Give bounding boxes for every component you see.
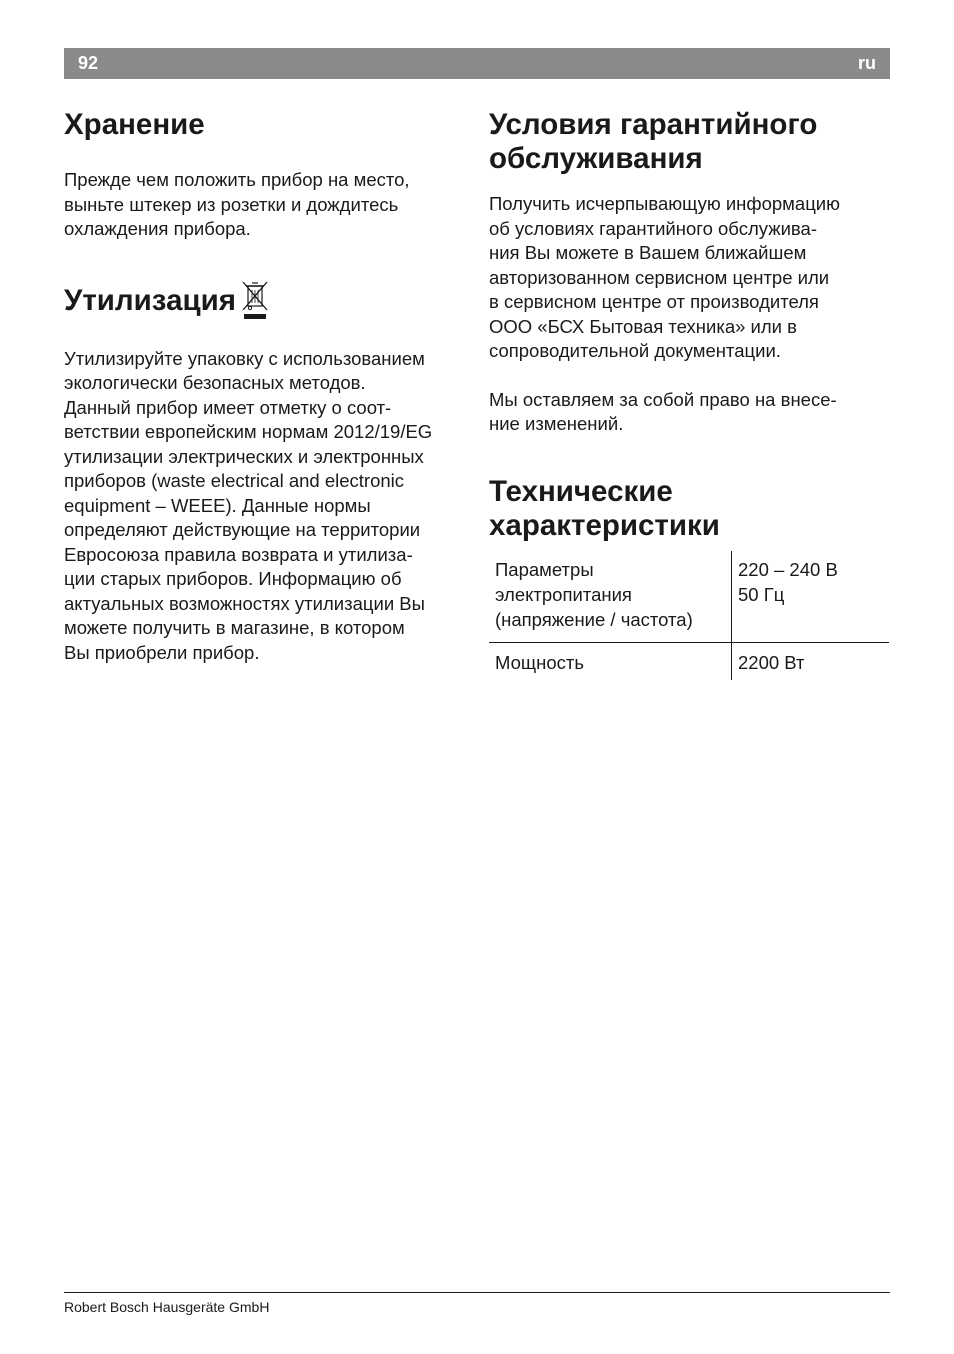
text-line: ООО «БСХ Бытовая техника» или в bbox=[489, 315, 797, 337]
text-line: авторизованном сервисном центре или bbox=[489, 266, 830, 288]
text-line: утилизации электрических и электронных bbox=[64, 445, 424, 467]
title-line: Условия гарантийного bbox=[489, 108, 818, 141]
text-line: об условиях гарантийного обслужива- bbox=[489, 217, 817, 239]
specs-title bbox=[489, 475, 889, 543]
table-row bbox=[489, 551, 889, 643]
disposal-section bbox=[64, 280, 469, 666]
changes-notice bbox=[489, 388, 889, 437]
text-line: Прежде чем положить прибор на место, bbox=[64, 169, 410, 190]
text-line: Мы оставляем за собой право на внесе- bbox=[489, 388, 837, 410]
text-line: охлаждения прибора. bbox=[64, 218, 251, 239]
specs-table bbox=[489, 551, 889, 680]
text-line: приборов (waste electrical and electronic bbox=[64, 470, 405, 491]
warranty-title bbox=[489, 108, 889, 176]
disposal-title: Утилизация bbox=[64, 283, 236, 317]
text-line: Утилизируйте упаковку с использованием bbox=[64, 347, 425, 369]
text-line: ния Вы можете в Вашем ближайшем bbox=[489, 242, 807, 263]
spec-label bbox=[489, 642, 732, 680]
text-line: ветствии европейским нормам 2012/19/EG bbox=[64, 421, 433, 442]
crossed-out-wheelie-bin-icon bbox=[240, 280, 270, 328]
footer-company: Robert Bosch Hausgeräte GmbH bbox=[64, 1299, 270, 1315]
disposal-text bbox=[64, 347, 469, 666]
spec-value bbox=[732, 642, 890, 680]
warranty-text bbox=[489, 192, 889, 364]
page-number: 92 bbox=[78, 53, 99, 73]
title-line: обслуживания bbox=[489, 142, 703, 175]
storage-title: Хранение bbox=[64, 108, 205, 141]
cell-line: электропитания bbox=[495, 583, 632, 605]
cell-line: 50 Гц bbox=[738, 583, 785, 605]
header-bar bbox=[64, 48, 890, 79]
storage-section bbox=[64, 108, 469, 242]
title-line: характеристики bbox=[489, 508, 720, 542]
spec-value bbox=[732, 551, 890, 643]
text-line: equipment – WEEE). Данные нормы bbox=[64, 494, 371, 516]
storage-text bbox=[64, 168, 469, 242]
warranty-section bbox=[489, 108, 889, 437]
cell-line: (напряжение / частота) bbox=[495, 608, 693, 630]
text-line: Получить исчерпывающую информацию bbox=[489, 193, 840, 214]
text-line: актуальных возможностях утилизации Вы bbox=[64, 592, 425, 614]
text-line: Вы приобрели прибор. bbox=[64, 641, 260, 663]
cell-line: Параметры bbox=[495, 558, 594, 580]
text-line: Данный прибор имеет отметку о соот- bbox=[64, 396, 392, 418]
text-line: можете получить в магазине, в котором bbox=[64, 617, 405, 638]
text-line: ции старых приборов. Информацию об bbox=[64, 568, 402, 589]
text-line: выньте штекер из розетки и дождитесь bbox=[64, 193, 399, 215]
text-line: экологически безопасных методов. bbox=[64, 372, 366, 393]
language-code: ru bbox=[858, 53, 876, 73]
text-line: определяют действующие на территории bbox=[64, 519, 421, 540]
spec-label bbox=[489, 551, 732, 643]
table-row bbox=[489, 642, 889, 680]
text-line: ние изменений. bbox=[489, 413, 624, 434]
title-line: Технические bbox=[489, 474, 673, 508]
cell-line: 2200 Вт bbox=[738, 651, 805, 673]
cell-line: Мощность bbox=[495, 651, 584, 673]
cell-line: 220 – 240 В bbox=[738, 558, 838, 580]
text-line: Евросоюза правила возврата и утилиза- bbox=[64, 543, 413, 565]
footer-divider bbox=[64, 1292, 890, 1293]
text-line: сопроводительной документации. bbox=[489, 340, 781, 361]
specs-section bbox=[489, 475, 889, 680]
disposal-heading bbox=[64, 280, 469, 328]
right-column bbox=[489, 108, 889, 680]
text-line: в сервисном центре от производителя bbox=[489, 291, 819, 312]
left-column bbox=[64, 108, 469, 665]
